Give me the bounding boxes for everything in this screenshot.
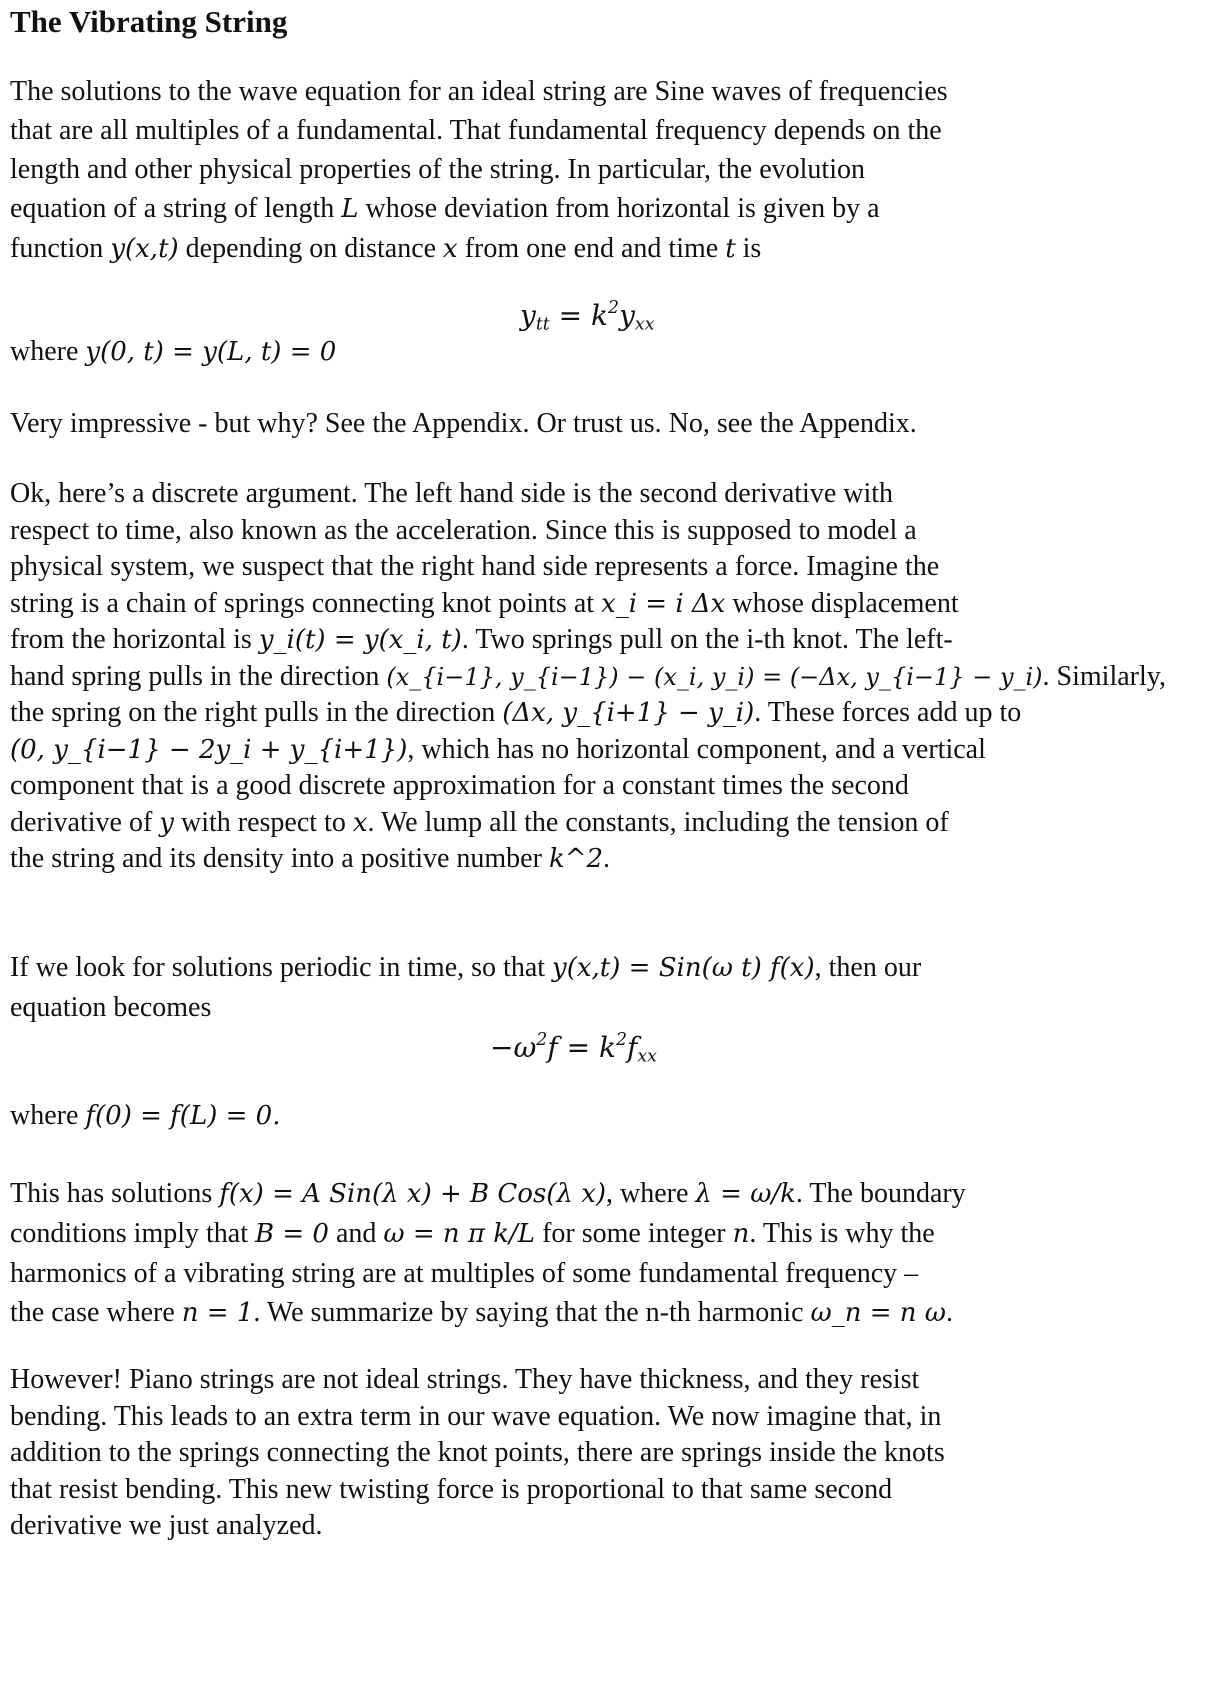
math-inline: k^2 xyxy=(548,844,604,874)
text-line: the case where n = 1. We summarize by saying that the n-th harmonic ω_n = n ω. xyxy=(10,1297,953,1328)
text-line: function y(x,t) depending on distance x from one end and time t is xyxy=(10,233,762,264)
text-line: component that is a good discrete approximation for a constant times the second xyxy=(10,770,909,801)
text-line: derivative we just analyzed. xyxy=(10,1510,323,1541)
text-line: that are all multiples of a fundamental. That fundamental frequency depends on the xyxy=(10,115,942,146)
math-inline: x xyxy=(443,234,458,264)
text-line: string is a chain of springs connecting knot points at x_i = i Δx whose displacement xyxy=(10,587,959,619)
text-line: conditions imply that B = 0 and ω = n π k/L for some integer n. This is why the xyxy=(10,1218,935,1249)
text-line: However! Piano strings are not ideal strings. They have thickness, and they resist xyxy=(10,1364,920,1395)
text-line: The solutions to the wave equation for an ideal string are Sine waves of frequencies xyxy=(10,76,948,107)
text-line: physical system, we suspect that the right hand side represents a force. Imagine the xyxy=(10,551,940,582)
text-line: equation of a string of length L whose deviation from horizontal is given by a xyxy=(10,193,880,224)
math-inline: x_i = i Δx xyxy=(601,588,726,619)
text-line: bending. This leads to an extra term in our wave equation. We now imagine that, in xyxy=(10,1400,942,1432)
boundary-condition-1: where y(0, t) = y(L, t) = 0 xyxy=(10,336,337,367)
text-line: that resist bending. This new twisting force is proportional to that same second xyxy=(10,1473,893,1505)
math-inline: f(x) = A Sin(λ x) + B Cos(λ x) xyxy=(219,1179,606,1209)
math-inline: λ = ω/k xyxy=(695,1179,796,1209)
paragraph-harmonics xyxy=(10,1174,1208,1333)
paragraph-discrete-argument xyxy=(10,476,1208,878)
math-inline: ω_n = n ω xyxy=(810,1298,946,1328)
text-line: the spring on the right pulls in the direction (Δx, y_{i+1} − y_i). These forces add up to xyxy=(10,697,1022,728)
math-inline: y xyxy=(159,807,174,838)
math-inline: (Δx, y_{i+1} − y_i) xyxy=(502,698,755,728)
text-line: If we look for solutions periodic in time, so that y(x,t) = Sin(ω t) f(x), then our xyxy=(10,952,922,983)
text-line: from the horizontal is y_i(t) = y(x_i, t). Two springs pull on the i-th knot. The left- xyxy=(10,624,953,655)
math-inline: y(x,t) xyxy=(110,234,179,264)
text-line: hand spring pulls in the direction (x_{i−1}, y_{i−1}) − (x_i, y_i) = (−Δx, y_{i−1} − y_i). Similarly, xyxy=(10,660,1166,692)
math-inline: y_i(t) = y(x_i, t) xyxy=(258,625,462,655)
paragraph-periodic-solutions xyxy=(10,948,1208,1027)
wave-equation: $y_{tt} = k^2y_{xx}$ xyxy=(520,297,655,335)
math-inline: B = 0 xyxy=(255,1219,329,1249)
math-inline: y(0, t) = y(L, t) = 0 xyxy=(85,337,337,367)
boundary-condition-2: where f(0) = f(L) = 0. xyxy=(10,1100,281,1131)
text-line: harmonics of a vibrating string are at multiples of some fundamental frequency – xyxy=(10,1258,919,1289)
math-inline: L xyxy=(341,194,359,224)
math-inline: n xyxy=(732,1219,750,1249)
text-line: This has solutions f(x) = A Sin(λ x) + B Cos(λ x), where λ = ω/k. The boundary xyxy=(10,1178,966,1209)
math-inline: (x_{i−1}, y_{i−1}) − (x_i, y_i) = (−Δx, y_{i−1} − y_i) xyxy=(386,662,1043,691)
text-line: equation becomes xyxy=(10,992,212,1023)
math-inline: n = 1 xyxy=(181,1298,254,1328)
math-inline: f(0) = f(L) = 0. xyxy=(85,1101,281,1131)
text-line: respect to time, also known as the acceleration. Since this is supposed to model a xyxy=(10,514,917,546)
text-line: Ok, here’s a discrete argument. The left hand side is the second derivative with xyxy=(10,478,894,509)
text-line: the string and its density into a positive number k^2. xyxy=(10,843,611,874)
text-line: (0, y_{i−1} − 2y_i + y_{i+1}), which has no horizontal component, and a vertical xyxy=(10,733,986,765)
paragraph-piano-strings xyxy=(10,1362,1208,1545)
math-inline: y(x,t) = Sin(ω t) f(x) xyxy=(552,953,815,983)
frequency-equation: $-\omega^2f = k^2f_{xx}$ xyxy=(490,1029,657,1067)
paragraph-intro xyxy=(10,72,1208,269)
math-inline: (0, y_{i−1} − 2y_i + y_{i+1}) xyxy=(10,734,408,765)
math-inline: t xyxy=(725,234,736,264)
paragraph-appendix: Very impressive - but why? See the Appendix. Or trust us. No, see the Appendix. xyxy=(10,408,917,439)
text-line: length and other physical properties of the string. In particular, the evolution xyxy=(10,154,865,185)
text-line: derivative of y with respect to x. We lump all the constants, including the tension of xyxy=(10,806,949,838)
text-line: addition to the springs connecting the knot points, there are springs inside the knots xyxy=(10,1437,945,1468)
math-inline: ω = n π k/L xyxy=(383,1219,536,1249)
math-inline: x xyxy=(352,807,368,838)
document-title: The Vibrating String xyxy=(10,4,288,39)
